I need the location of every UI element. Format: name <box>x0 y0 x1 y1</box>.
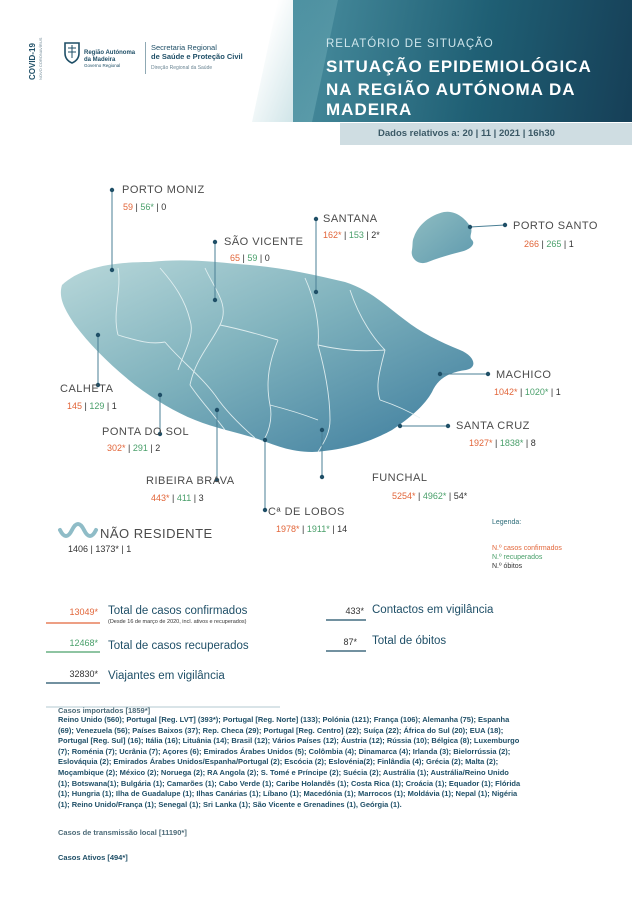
covid-sub: NOVO CORONAVÍRUS <box>38 37 43 80</box>
values-ponta-do-sol: 302* | 291 | 2 <box>107 443 161 453</box>
values-santana: 162* | 153 | 2* <box>323 230 380 240</box>
values-porto-moniz: 59 | 56* | 0 <box>123 202 167 212</box>
label-porto-santo: PORTO SANTO <box>513 220 598 232</box>
legend-confirmed: N.º casos confirmados <box>492 545 562 552</box>
label-porto-moniz: PORTO MONIZ <box>122 184 205 196</box>
page-title-line1: SITUAÇÃO EPIDEMIOLÓGICA <box>326 57 592 76</box>
legend-deaths: N.º óbitos <box>492 563 523 570</box>
values-machico: 1042* | 1020* | 1 <box>494 387 561 397</box>
label-sao-vicente: SÃO VICENTE <box>224 236 304 248</box>
local-transmission-heading: Casos de transmissão local [11190*] <box>58 828 187 837</box>
label-ribeira-brava: RIBEIRA BRAVA <box>146 475 235 487</box>
label-nao-residente: NÃO RESIDENTE <box>100 526 213 541</box>
values-camara-de-lobos: 1978* | 1911* | 14 <box>276 524 348 534</box>
total-recovered-value: 12468* <box>69 638 98 648</box>
label-ponta-do-sol: PONTA DO SOL <box>102 426 190 438</box>
deaths-label: Total de óbitos <box>372 635 447 647</box>
values-santa-cruz: 1927* | 1838* | 8 <box>469 438 536 448</box>
non-resident-wave-icon <box>60 524 96 536</box>
imported-list: Reino Unido (560); Portugal [Reg. LVT] (393*); Portugal [Reg. Norte] (133); Polónia (121); França (106); Alemanha (75); Espanha (69); Venezuela (56); Países Baixos (37); Rep. Checa (29); Portugal [Reg. Centro] (22); Suíça (22); África do Sul (20); EUA (18); Portugal [Reg. Sul] (16); Itália (16); Lituânia (14); Brasil (12); Vários Países (12); Áustria (12); Rússia (10); Bélgica (8); Luxemburgo (7); Roménia (7); Ucrânia (7); Açores (6); Emirados Árabes Unidos (5); Colômbia (4); Dinamarca (4); Irlanda (3); Bielorrússia (2); Eslováquia (2); Emirados Árabes Unidos/Espanha/Portugal (2); Escócia (2); Eslovénia(2); Finlândia (4); Grécia (2); Malta (2); Moçambique (2); México (2); Noruega (2); RA Angola (2); S. Tomé e Príncipe (2); Suécia (2); Austrália (1); Austrália/Reino Unido (1); Botswana(1); Bulgária (1); Camarões (1); Cabo Verde (1); Caribe Holandês (1); Costa Rica (1); Croácia (1); Equador (1); Flórida (1); Hungria (1); Ilha de Guadalupe (1); Ilhas Canárias (1); Líbano (1); Macedónia (1); Marrocos (1); Moldávia (1); Nepal (1); Nigéria (1); Reino Unido/França (1); Senegal (1); Sri Lanka (1); São Vicente e Grenadines (1), Geórgia (1). <box>58 715 521 809</box>
date-text: Dados relativos a: 20 | 11 | 2021 | 16h30 <box>378 128 555 139</box>
label-santana: SANTANA <box>323 213 378 225</box>
label-machico: MACHICO <box>496 369 552 381</box>
direcao-text: Direção Regional da Saúde <box>151 65 213 71</box>
values-ribeira-brava: 443* | 411 | 3 <box>151 493 204 503</box>
contacts-label: Contactos em vigilância <box>372 604 494 616</box>
region-logo-text: Região Autónoma da Madeira Governo Regional <box>84 50 136 68</box>
covid-tag: COVID-19 <box>28 43 37 80</box>
total-confirmed-value: 13049* <box>69 607 98 617</box>
label-funchal: FUNCHAL <box>372 472 428 484</box>
total-confirmed-sub: (Desde 16 de março de 2020, incl. ativos e recuperados) <box>108 619 247 625</box>
label-calheta: CALHETA <box>60 383 114 395</box>
report-label: RELATÓRIO DE SITUAÇÃO <box>326 38 494 50</box>
page-title-line2: NA REGIÃO AUTÓNOMA DA MADEIRA <box>326 80 575 119</box>
active-cases-heading: Casos Ativos [494*] <box>58 853 128 862</box>
porto-santo-island <box>412 212 474 263</box>
travellers-label: Viajantes em vigilância <box>108 670 225 682</box>
total-recovered-label: Total de casos recuperados <box>108 640 249 652</box>
values-sao-vicente: 65 | 59 | 0 <box>230 253 270 263</box>
legend-title: Legenda: <box>492 519 522 526</box>
legend-recovered: N.º recuperados <box>492 554 543 561</box>
values-calheta: 145 | 129 | 1 <box>67 401 117 411</box>
secretaria-text: Secretaria Regional de Saúde e Proteção Civil <box>151 43 243 61</box>
values-nao-residente: 1406 | 1373* | 1 <box>68 544 132 554</box>
imported-cases-block <box>58 706 578 810</box>
madeira-island <box>61 260 474 452</box>
total-confirmed-label: Total de casos confirmados <box>108 605 248 617</box>
label-camara-de-lobos: Cª DE LOBOS <box>268 506 345 518</box>
contacts-value: 433* <box>345 606 364 616</box>
deaths-value: 87* <box>343 637 357 647</box>
values-funchal: 5254* | 4962* | 54* <box>392 491 468 501</box>
label-santa-cruz: SANTA CRUZ <box>456 420 530 432</box>
travellers-value: 32830* <box>69 669 98 679</box>
values-porto-santo: 266 | 265 | 1 <box>524 239 574 249</box>
imported-heading: Casos importados [1859*] <box>58 706 151 715</box>
